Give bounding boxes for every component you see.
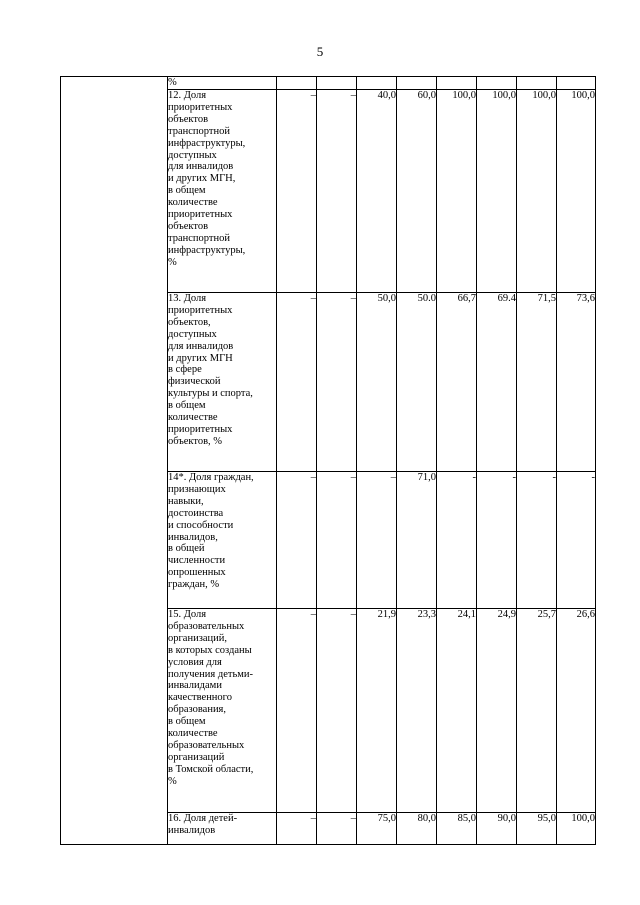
indicator-name-line: объектов, [168,316,211,328]
indicator-name-line: получения детьми- [168,668,253,680]
value-cell: – [317,472,357,609]
value-cell: 25,7 [517,609,557,813]
indicator-name-line: приоритетных [168,101,233,113]
indicator-name-line: объектов, % [168,435,223,447]
indicator-name-line: транспортной [168,125,230,137]
indicator-name-line: 12. Доля [168,90,207,101]
value-cell: 24,9 [477,609,517,813]
value-cell [277,77,317,90]
indicator-name-line: количестве [168,412,218,424]
indicator-name-line: 14*. Доля граждан, [168,472,254,483]
value-cell: 50.0 [397,293,437,472]
indicator-name-line: инфраструктуры, [168,137,246,149]
indicator-name-line: опрошенных [168,567,226,579]
value-cell: – [277,813,317,845]
indicator-name-cell [168,813,277,845]
indicator-name-line: инфраструктуры, [168,244,246,256]
value-cell: – [317,90,357,293]
indicator-name-line: приоритетных [168,423,233,435]
value-cell: - [437,472,477,609]
indicator-name-line: 13. Доля [168,293,207,304]
value-cell: 24,1 [437,609,477,813]
indicator-name-line: в общем [168,400,206,412]
value-cell: – [317,293,357,472]
value-cell: – [277,609,317,813]
value-cell: 100,0 [517,90,557,293]
indicator-name-cell [168,77,277,90]
value-cell: 21,9 [357,609,397,813]
value-cell: – [357,472,397,609]
indicator-name-line: организаций, [168,632,227,644]
indicator-name-line: признающих [168,483,226,495]
indicator-name-line: качественного [168,692,232,704]
indicator-name-line: 16. Доля детей- [168,813,238,824]
value-cell: 71,0 [397,472,437,609]
indicator-name-line: объектов [168,113,209,125]
merged-first-column-cell [61,77,168,845]
value-cell: 69.4 [477,293,517,472]
value-cell [477,77,517,90]
indicator-name-line: и способности [168,519,234,531]
value-cell: 60,0 [397,90,437,293]
value-cell: - [557,472,596,609]
indicator-name-cell [168,609,277,813]
indicator-name-line: образовательных [168,739,245,751]
value-cell: 40,0 [357,90,397,293]
indicator-name-line: доступных [168,149,217,161]
value-cell [517,77,557,90]
value-cell: - [477,472,517,609]
value-cell: 73,6 [557,293,596,472]
value-cell [357,77,397,90]
indicator-name-line: образования, [168,704,227,716]
indicator-name-line: количестве [168,197,218,209]
indicator-name-line: в общем [168,185,206,197]
indicator-name-line: в общей [168,543,205,555]
value-cell: 95,0 [517,813,557,845]
indicator-name-line: и других МГН, [168,173,236,185]
indicator-name-line: 15. Доля [168,609,207,620]
indicator-name-line: и других МГН [168,352,233,364]
value-cell: 100,0 [557,90,596,293]
indicator-name-line: приоритетных [168,209,233,221]
value-cell: – [317,609,357,813]
indicator-name-line: образовательных [168,620,245,632]
value-cell: 100,0 [437,90,477,293]
value-cell: 100,0 [557,813,596,845]
indicator-name-line: физической [168,376,221,388]
indicator-name-line: навыки, [168,495,204,507]
indicator-name-line: транспортной [168,232,230,244]
indicator-name-cell [168,293,277,472]
indicator-name-line: организаций [168,751,225,763]
value-cell: – [277,293,317,472]
indicator-name-line: культуры и спорта, [168,388,253,400]
indicator-name-line: для инвалидов [168,340,234,352]
indicator-name-line: % [168,256,177,268]
indicator-name-cell [168,90,277,293]
indicator-name-line: количестве [168,728,218,740]
value-cell: 66,7 [437,293,477,472]
table-row [61,77,596,90]
value-cell: - [517,472,557,609]
indicator-name-line: в сфере [168,364,202,376]
value-cell [397,77,437,90]
indicator-name-line: в общем [168,716,206,728]
indicator-name-line: инвалидов, [168,531,218,543]
value-cell: 75,0 [357,813,397,845]
indicator-name-cell [168,472,277,609]
value-cell: 23,3 [397,609,437,813]
value-cell: 85,0 [437,813,477,845]
indicator-name-line: для инвалидов [168,161,234,173]
indicator-name-line: инвалидов [168,824,216,836]
indicator-name-line: достоинства [168,507,224,519]
indicator-name-line: приоритетных [168,304,233,316]
indicator-name-line: объектов [168,220,209,232]
indicator-name-line: инвалидами [168,680,222,692]
value-cell: 100,0 [477,90,517,293]
indicator-name-line: % [168,77,177,88]
indicator-name-line: численности [168,555,226,567]
value-cell: 80,0 [397,813,437,845]
value-cell: 90,0 [477,813,517,845]
indicator-name-line: граждан, % [168,579,220,591]
value-cell: 50,0 [357,293,397,472]
indicator-table [60,76,596,845]
value-cell [317,77,357,90]
indicator-name-line: условия для [168,656,222,668]
value-cell: – [277,472,317,609]
value-cell: 71,5 [517,293,557,472]
indicator-name-line: в Томской области, [168,763,254,775]
value-cell [437,77,477,90]
value-cell: 26,6 [557,609,596,813]
indicator-name-line: % [168,775,177,787]
page-number: 5 [316,44,324,59]
value-cell: – [277,90,317,293]
indicator-name-line: в которых созданы [168,644,252,656]
indicator-name-line: доступных [168,328,217,340]
value-cell: – [317,813,357,845]
value-cell [557,77,596,90]
